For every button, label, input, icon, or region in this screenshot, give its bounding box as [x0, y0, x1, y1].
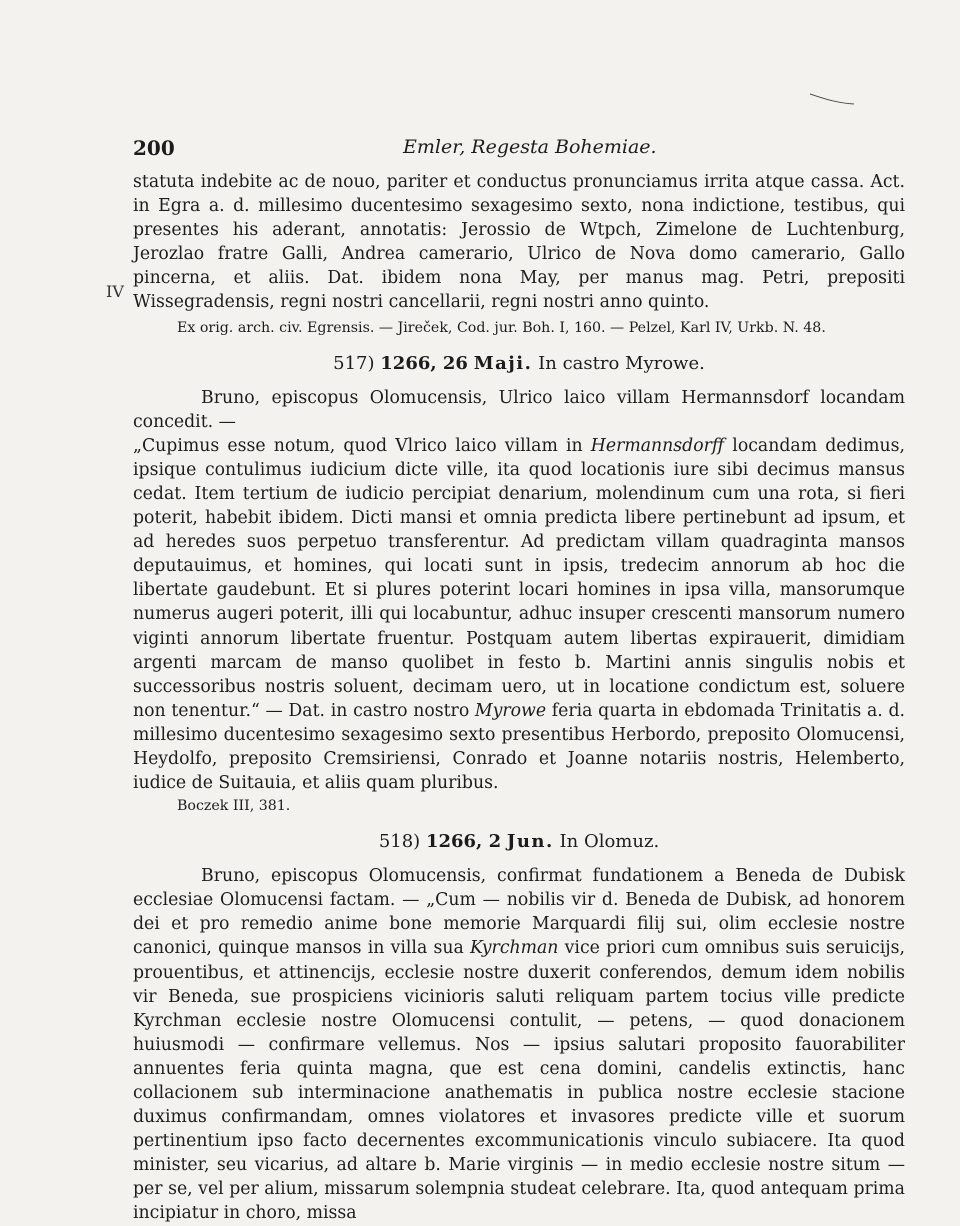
entry-517-heading: [133, 352, 905, 376]
entry-date: 1266, 26: [380, 352, 468, 374]
entry-place: In castro Myrowe.: [538, 352, 705, 374]
entry-517-text: [133, 434, 905, 795]
page-number: 200: [133, 136, 175, 160]
place-name: Hermannsdorff: [590, 435, 725, 456]
intro-source: Ex orig. arch. civ. Egrensis. — Jireček, Cod. jur. Boh. I, 160. — Pelzel, Karl IV, Urkb. N. 48.: [177, 319, 826, 336]
body-text: [133, 170, 905, 1226]
entry-month: Jun.: [506, 831, 554, 853]
text-segment: vice priori cum omnibus suis seruicijs, prouentibus, et attinencijs, ecclesie nostre duxerit conferendos, demum idem nobilis vir Beneda, sue prospiciens vicinioris saluti reliquam partem tocius ville predicte Kyrchman ecclesie nostre Olomucensi contulit, — petens, — quod donacionem huiusmodi — confirmare vellemus. Nos — ipsius salutari proposito fauorabiliter annuentes feria quinta magna, que est cena domini, candelis extinctis, hanc collacionem sub interminacione anathematis in publica nostre ecclesie stacione duximus confirmandam, omnes violatores et invasores predicte ville et suorum pertinentium ipso facto decernentes excommunicationis vinculo subiacere. Ita quod minister, seu vicarius, ad altare b. Marie virginis — in medio ecclesie nostre situm — per se, vel per alium, missarum solempnia studeat celebrare. Ita, quod antequam prima incipiatur in choro, missa: [133, 938, 905, 1224]
text-segment: Bruno, episcopus Olomucensis, confirmat fundationem a Beneda de Dubisk ecclesiae Olomucensi factam. — „Cum — nobilis vir d. Beneda de Dubisk, ad honorem dei et pro remedio anime bone memorie Marquardi filij sui, olim ecclesie nostre canonici, quinque mansos in villa sua: [133, 866, 905, 959]
entry-place: In Olomuz.: [559, 831, 660, 853]
entry-518-heading: [133, 830, 905, 854]
scan-stroke-mark: [808, 92, 856, 106]
entry-number: 517): [333, 352, 375, 374]
margin-mark: IV: [106, 282, 124, 301]
entry-518-text: [133, 864, 905, 1225]
running-title: Emler, Regesta Bohemiae.: [403, 136, 657, 158]
text-segment: „Cupimus esse notum, quod Vlrico laico villam in: [133, 435, 591, 456]
intro-paragraph: statuta indebite ac de nouo, pariter et conductus pronunciamus irrita atque cassa. Act. in Egra a. d. millesimo ducentesimo sexagesimo sexto, nona indictione, testibus, qui presentes his aderant, annotatis: Jerossio de Wtpch, Zimelone de Luchtenburg, Jerozlao fratre Galli, Andrea camerario, Ulrico de Nova domo camerario, Gallo pincerna, et aliis. Dat. ibidem nona May, per manus mag. Petri, prepositi Wissegradensis, regni nostri cancellarii, regni nostri anno quinto.: [133, 172, 905, 313]
entry-517-source: Boczek III, 381.: [177, 798, 291, 815]
entry-517-summary: Bruno, episcopus Olomucensis, Ulrico laico villam Hermannsdorf locandam concedit. —: [133, 387, 905, 432]
text-segment: feria quarta in ebdomada Trinitatis a. d. millesimo ducentesimo sexagesimo sexto presentibus Herbordo, preposito Olomucensi, Heydolfo, preposito Cremsiriensi, Conrado et Joanne notariis nostris, Helemberto, iudice de Suitauia, et aliis quam pluribus.: [133, 700, 905, 794]
entry-number: 518): [378, 831, 421, 853]
page-header: [133, 136, 903, 166]
place-name: Myrowe: [474, 700, 547, 721]
text-segment: locandam dedimus, ipsique contulimus iudicium dicte ville, ita quod locationis iure sibi decimus mansus cedat. Item tertium de iudicio percipiat denarium, molendinum cum una rota, si fieri poterit, habebit ibidem. Dicti mansi et omnia predicta libere pertinebunt ad ipsum, et ad heredes suos perpetuo transferentur. Ad predictam villam quadraginta mansos deputauimus, et homines, qui locati sunt in ipsis, tredecim annorum ab hoc die libertate gaudebunt. Et si plures poterint locari homines in ipsa villa, mansorumque numerus augeri poterit, illi qui locabuntur, adhuc insuper crescenti mansorum numero viginti annorum libertate fruentur. Postquam autem libertas expirauerit, dimidiam argenti marcam de manso quolibet in festo b. Martini annis singulis nobis et successoribus nostris soluent, decimam uero, ut in locatione condictum est, soluere non tenentur.“ — Dat. in castro nostro: [133, 435, 905, 721]
entry-date: 1266, 2: [425, 831, 502, 853]
place-name: Kyrchman: [469, 938, 559, 959]
entry-month: Maji.: [473, 352, 533, 374]
